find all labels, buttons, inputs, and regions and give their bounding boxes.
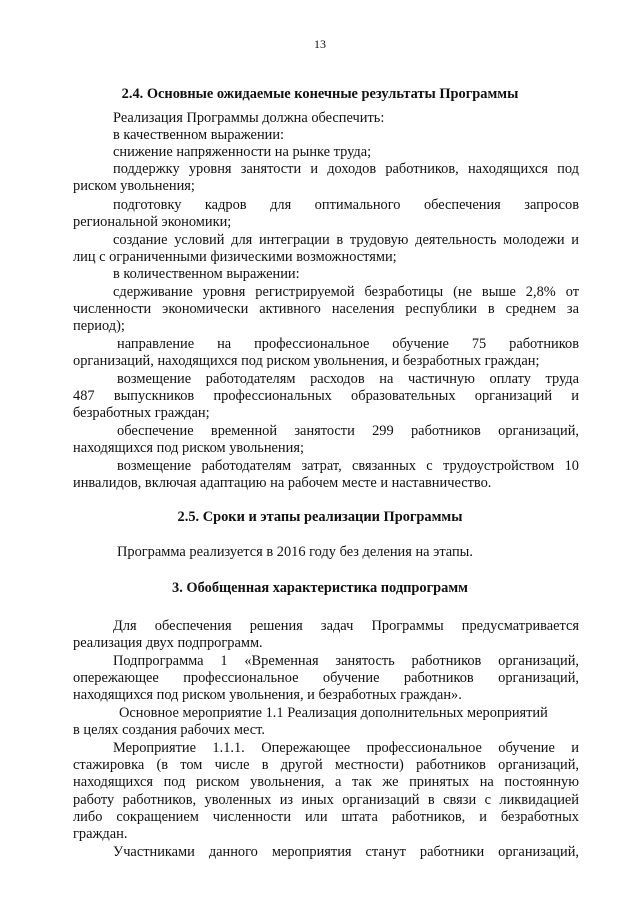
- text-line: Реализация Программы должна обеспечить:: [113, 110, 385, 126]
- text-line: численности экономически активного населения республики в среднем за: [73, 301, 579, 317]
- page-number: 13: [314, 37, 326, 51]
- text-line: снижение напряженности на рынке труда;: [113, 144, 372, 160]
- heading-timing-stages: 2.5. Сроки и этапы реализации Программы: [177, 509, 463, 525]
- text-line: в количественном выражении:: [113, 266, 300, 282]
- text-line: опережающее профессиональное обучение работников организаций,: [73, 670, 579, 686]
- text-line: находящихся под риском увольнения;: [73, 440, 304, 456]
- heading-subprograms: 3. Обобщенная характеристика подпрограмм: [172, 580, 468, 596]
- text-line: возмещение работодателям расходов на частичную оплату труда: [117, 371, 579, 387]
- text-line: в качественном выражении:: [113, 127, 285, 143]
- text-line: стажировка (в том числе в другой местности) работников организаций,: [73, 757, 579, 773]
- text-line: создание условий для интеграции в трудовую деятельность молодежи и: [113, 232, 579, 248]
- text-line: работу работников, уволенных из иных организаций в связи с ликвидацией: [73, 792, 579, 808]
- text-line: Основное мероприятие 1.1 Реализация дополнительных мероприятий: [119, 705, 548, 721]
- text-line: граждан.: [73, 826, 128, 842]
- text-line: Участниками данного мероприятия станут работники организаций,: [113, 844, 579, 860]
- text-line: риском увольнения;: [73, 178, 195, 194]
- text-line: Для обеспечения решения задач Программы предусматривается: [113, 618, 579, 634]
- heading-expected-results: 2.4. Основные ожидаемые конечные результаты Программы: [121, 86, 519, 102]
- text-line: возмещение работодателям затрат, связанных с трудоустройством 10: [117, 458, 579, 474]
- text-line: 487 выпускников профессиональных образовательных организаций и: [73, 388, 579, 404]
- text-line: находящихся под риском увольнения, а так же принятых на постоянную: [73, 774, 579, 790]
- text-line: в целях создания рабочих мест.: [73, 722, 265, 738]
- text-line: поддержку уровня занятости и доходов работников, находящихся под: [113, 161, 579, 177]
- text-line: инвалидов, включая адаптацию на рабочем месте и наставничество.: [73, 475, 492, 491]
- text-line: Программа реализуется в 2016 году без деления на этапы.: [117, 544, 473, 560]
- text-line: организаций, находящихся под риском увольнения, и безработных граждан;: [73, 353, 540, 369]
- text-line: Мероприятие 1.1.1. Опережающее профессиональное обучение и: [113, 740, 579, 756]
- text-line: обеспечение временной занятости 299 работников организаций,: [117, 423, 579, 439]
- text-line: либо сокращением численности или штата работников, и безработных: [73, 809, 579, 825]
- text-line: реализация двух подпрограмм.: [73, 635, 263, 651]
- text-line: безработных граждан;: [73, 405, 210, 421]
- text-line: лиц с ограниченными физическими возможностями;: [73, 249, 397, 265]
- text-line: подготовку кадров для оптимального обеспечения запросов: [113, 197, 579, 213]
- text-line: находящихся под риском увольнения, и безработных граждан».: [73, 687, 462, 703]
- text-line: направление на профессиональное обучение 75 работников: [117, 336, 579, 352]
- text-line: Подпрограмма 1 «Временная занятость работников организаций,: [113, 653, 579, 669]
- text-line: период);: [73, 318, 125, 334]
- text-line: региональной экономики;: [73, 214, 232, 230]
- text-line: сдерживание уровня регистрируемой безработицы (не выше 2,8% от: [113, 284, 579, 300]
